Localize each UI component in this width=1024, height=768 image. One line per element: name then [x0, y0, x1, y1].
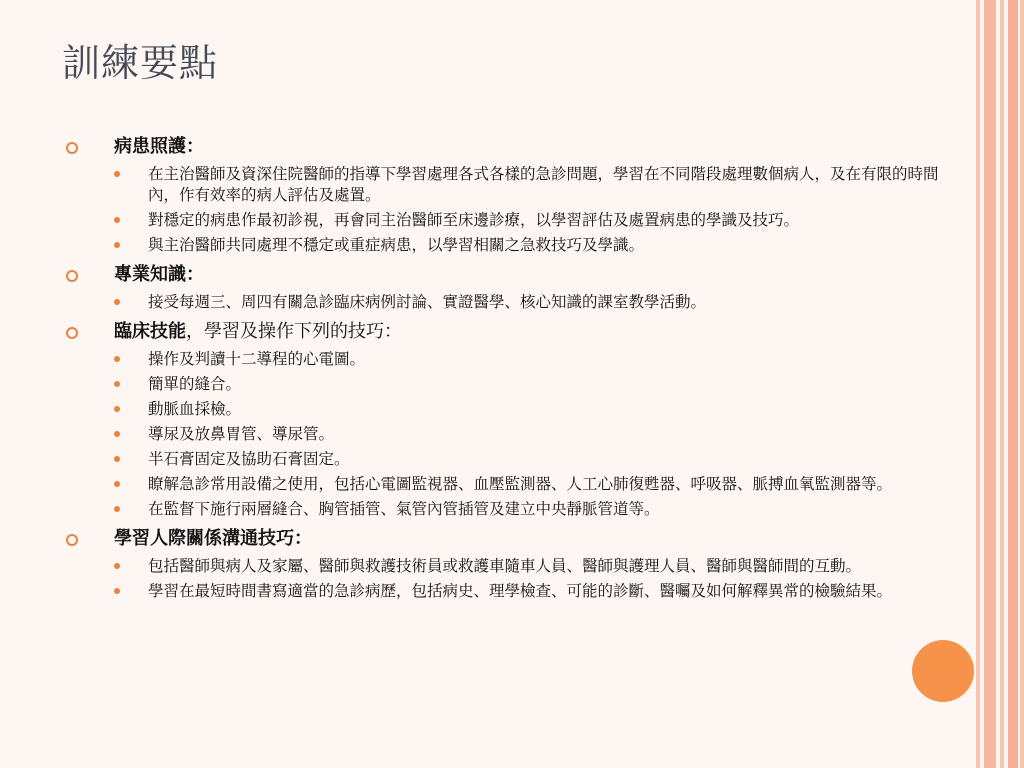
list-item	[114, 499, 946, 520]
ring-bullet-icon	[66, 270, 78, 282]
list-item	[114, 235, 946, 256]
section-heading-strong: 學習人際關係溝通技巧：	[114, 528, 312, 549]
list-item	[114, 210, 946, 231]
dot-bullet-icon	[114, 242, 120, 248]
dot-bullet-icon	[114, 563, 120, 569]
section-heading-strong: 專業知識：	[114, 264, 204, 285]
dot-bullet-icon	[114, 217, 120, 223]
section-heading-strong: 臨床技能	[114, 321, 186, 342]
stripe	[984, 0, 996, 768]
list-item	[114, 474, 946, 495]
list-item-text: 半石膏固定及協助石膏固定。	[148, 450, 350, 468]
stripe	[1020, 0, 1024, 768]
list-item-text: 在監督下施行兩層縫合、胸管插管、氣管內管插管及建立中央靜脈管道等。	[148, 500, 660, 518]
list-item	[114, 349, 946, 370]
decorative-stripes	[976, 0, 1024, 768]
decorative-circle	[912, 640, 974, 702]
list-item	[114, 374, 946, 395]
list-item-text: 導尿及放鼻胃管、導尿管。	[148, 425, 335, 443]
list-item	[114, 581, 946, 602]
ring-bullet-icon	[66, 327, 78, 339]
section-heading	[114, 319, 946, 345]
bullet-list	[114, 292, 946, 313]
section-heading	[114, 262, 946, 288]
slide-content	[66, 128, 946, 602]
dot-bullet-icon	[114, 431, 120, 437]
bullet-list	[114, 556, 946, 602]
list-item	[114, 399, 946, 420]
list-item-text: 操作及判讀十二導程的心電圖。	[148, 350, 366, 368]
dot-bullet-icon	[114, 356, 120, 362]
section-medical-knowledge	[66, 262, 946, 313]
section-heading-suffix: ，學習及操作下列的技巧：	[186, 321, 402, 342]
list-item	[114, 292, 946, 313]
stripe	[976, 0, 980, 768]
ring-bullet-icon	[66, 534, 78, 546]
dot-bullet-icon	[114, 406, 120, 412]
dot-bullet-icon	[114, 481, 120, 487]
section-heading	[114, 526, 946, 552]
ring-bullet-icon	[66, 142, 78, 154]
dot-bullet-icon	[114, 299, 120, 305]
list-item-text: 接受每週三、周四有關急診臨床病例討論、實證醫學、核心知識的課室教學活動。	[148, 293, 707, 311]
list-item	[114, 449, 946, 470]
list-item	[114, 164, 946, 206]
section-clinical-skills	[66, 319, 946, 520]
dot-bullet-icon	[114, 171, 120, 177]
dot-bullet-icon	[114, 588, 120, 594]
bullet-list	[114, 164, 946, 256]
list-item-text: 在主治醫師及資深住院醫師的指導下學習處理各式各樣的急診問題，學習在不同階段處理數個病人，及在有限的時間內，作有效率的病人評估及處置。	[148, 165, 939, 204]
section-heading	[114, 134, 946, 160]
section-communication-skills	[66, 526, 946, 602]
list-item-text: 包括醫師與病人及家屬、醫師與救護技術員或救護車隨車人員、醫師與護理人員、醫師與醫師間的互動。	[148, 557, 862, 575]
list-item-text: 動脈血採檢。	[148, 400, 242, 418]
list-item-text: 學習在最短時間書寫適當的急診病歷，包括病史、理學檢查、可能的診斷、醫囑及如何解釋異常的檢驗結果。	[148, 582, 893, 600]
dot-bullet-icon	[114, 381, 120, 387]
section-heading-strong: 病患照護：	[114, 136, 204, 157]
list-item-text: 簡單的縫合。	[148, 375, 242, 393]
list-item-text: 對穩定的病患作最初診視，再會同主治醫師至床邊診療，以學習評估及處置病患的學識及技巧。	[148, 211, 800, 229]
list-item-text: 與主治醫師共同處理不穩定或重症病患，以學習相關之急救技巧及學識。	[148, 236, 645, 254]
stripe	[1008, 0, 1018, 768]
slide-title: 訓練要點	[62, 41, 219, 85]
list-item	[114, 556, 946, 577]
section-patient-care	[66, 134, 946, 256]
list-item	[114, 424, 946, 445]
dot-bullet-icon	[114, 506, 120, 512]
list-item-text: 瞭解急診常用設備之使用，包括心電圖監視器、血壓監測器、人工心肺復甦器、呼吸器、脈搏血氧監測器等。	[148, 475, 893, 493]
dot-bullet-icon	[114, 456, 120, 462]
stripe	[1000, 0, 1004, 768]
bullet-list	[114, 349, 946, 520]
